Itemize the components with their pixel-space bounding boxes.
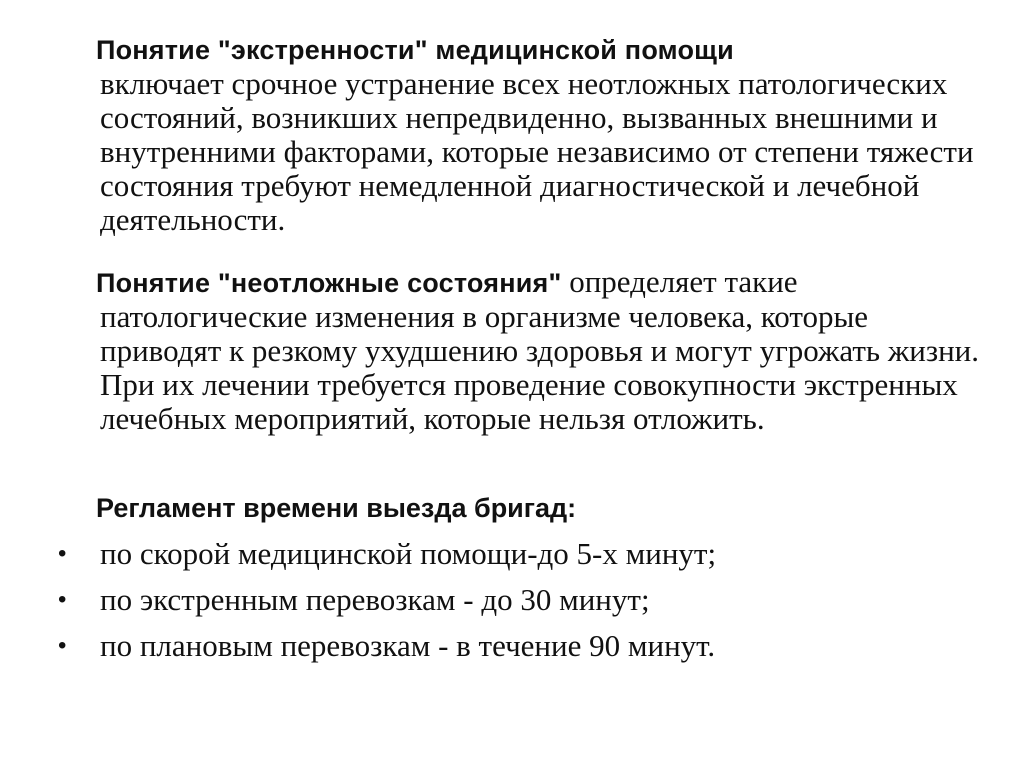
section-heading: Регламент времени выезда бригад: bbox=[96, 493, 577, 523]
paragraph-body: включает срочное устранение всех неотложных патологических состояний, возникших непредвиденно, вызванных внешними и внутренними факторами, которые независимо от степени тяжести состояния требуют немедленной диагностической и лечебной деятельности. bbox=[100, 66, 974, 237]
list-item bbox=[0, 583, 1024, 629]
paragraph-lead bbox=[96, 264, 561, 299]
list-item bbox=[0, 629, 1024, 675]
paragraph-urgent-states bbox=[96, 264, 980, 436]
bullet-icon: • bbox=[58, 632, 67, 659]
paragraph-emergency-care bbox=[96, 32, 980, 237]
bullet-icon: • bbox=[58, 540, 67, 567]
list-item bbox=[0, 537, 1024, 583]
bold-term: Понятие "экстренности" медицинской помощи bbox=[96, 35, 734, 65]
list-item-text: по плановым перевозкам - в течение 90 минут. bbox=[100, 628, 716, 663]
paragraph-lead bbox=[96, 31, 734, 66]
list-item-text: по скорой медицинской помощи-до 5-х минут; bbox=[100, 536, 717, 571]
paragraph-body: определяет такие патологические изменения в организме человека, которые приводят к резкому ухудшению здоровья и могут угрожать жизни. При их лечении требуется проведение совокупности экстренных лечебных мероприятий, которые нельзя отложить. bbox=[100, 264, 980, 436]
bullet-icon: • bbox=[58, 586, 67, 613]
bold-term: Понятие "неотложные состояния" bbox=[96, 268, 562, 298]
bullet-list bbox=[0, 537, 1024, 675]
list-item-text: по экстренным перевозкам - до 30 минут; bbox=[100, 582, 650, 617]
